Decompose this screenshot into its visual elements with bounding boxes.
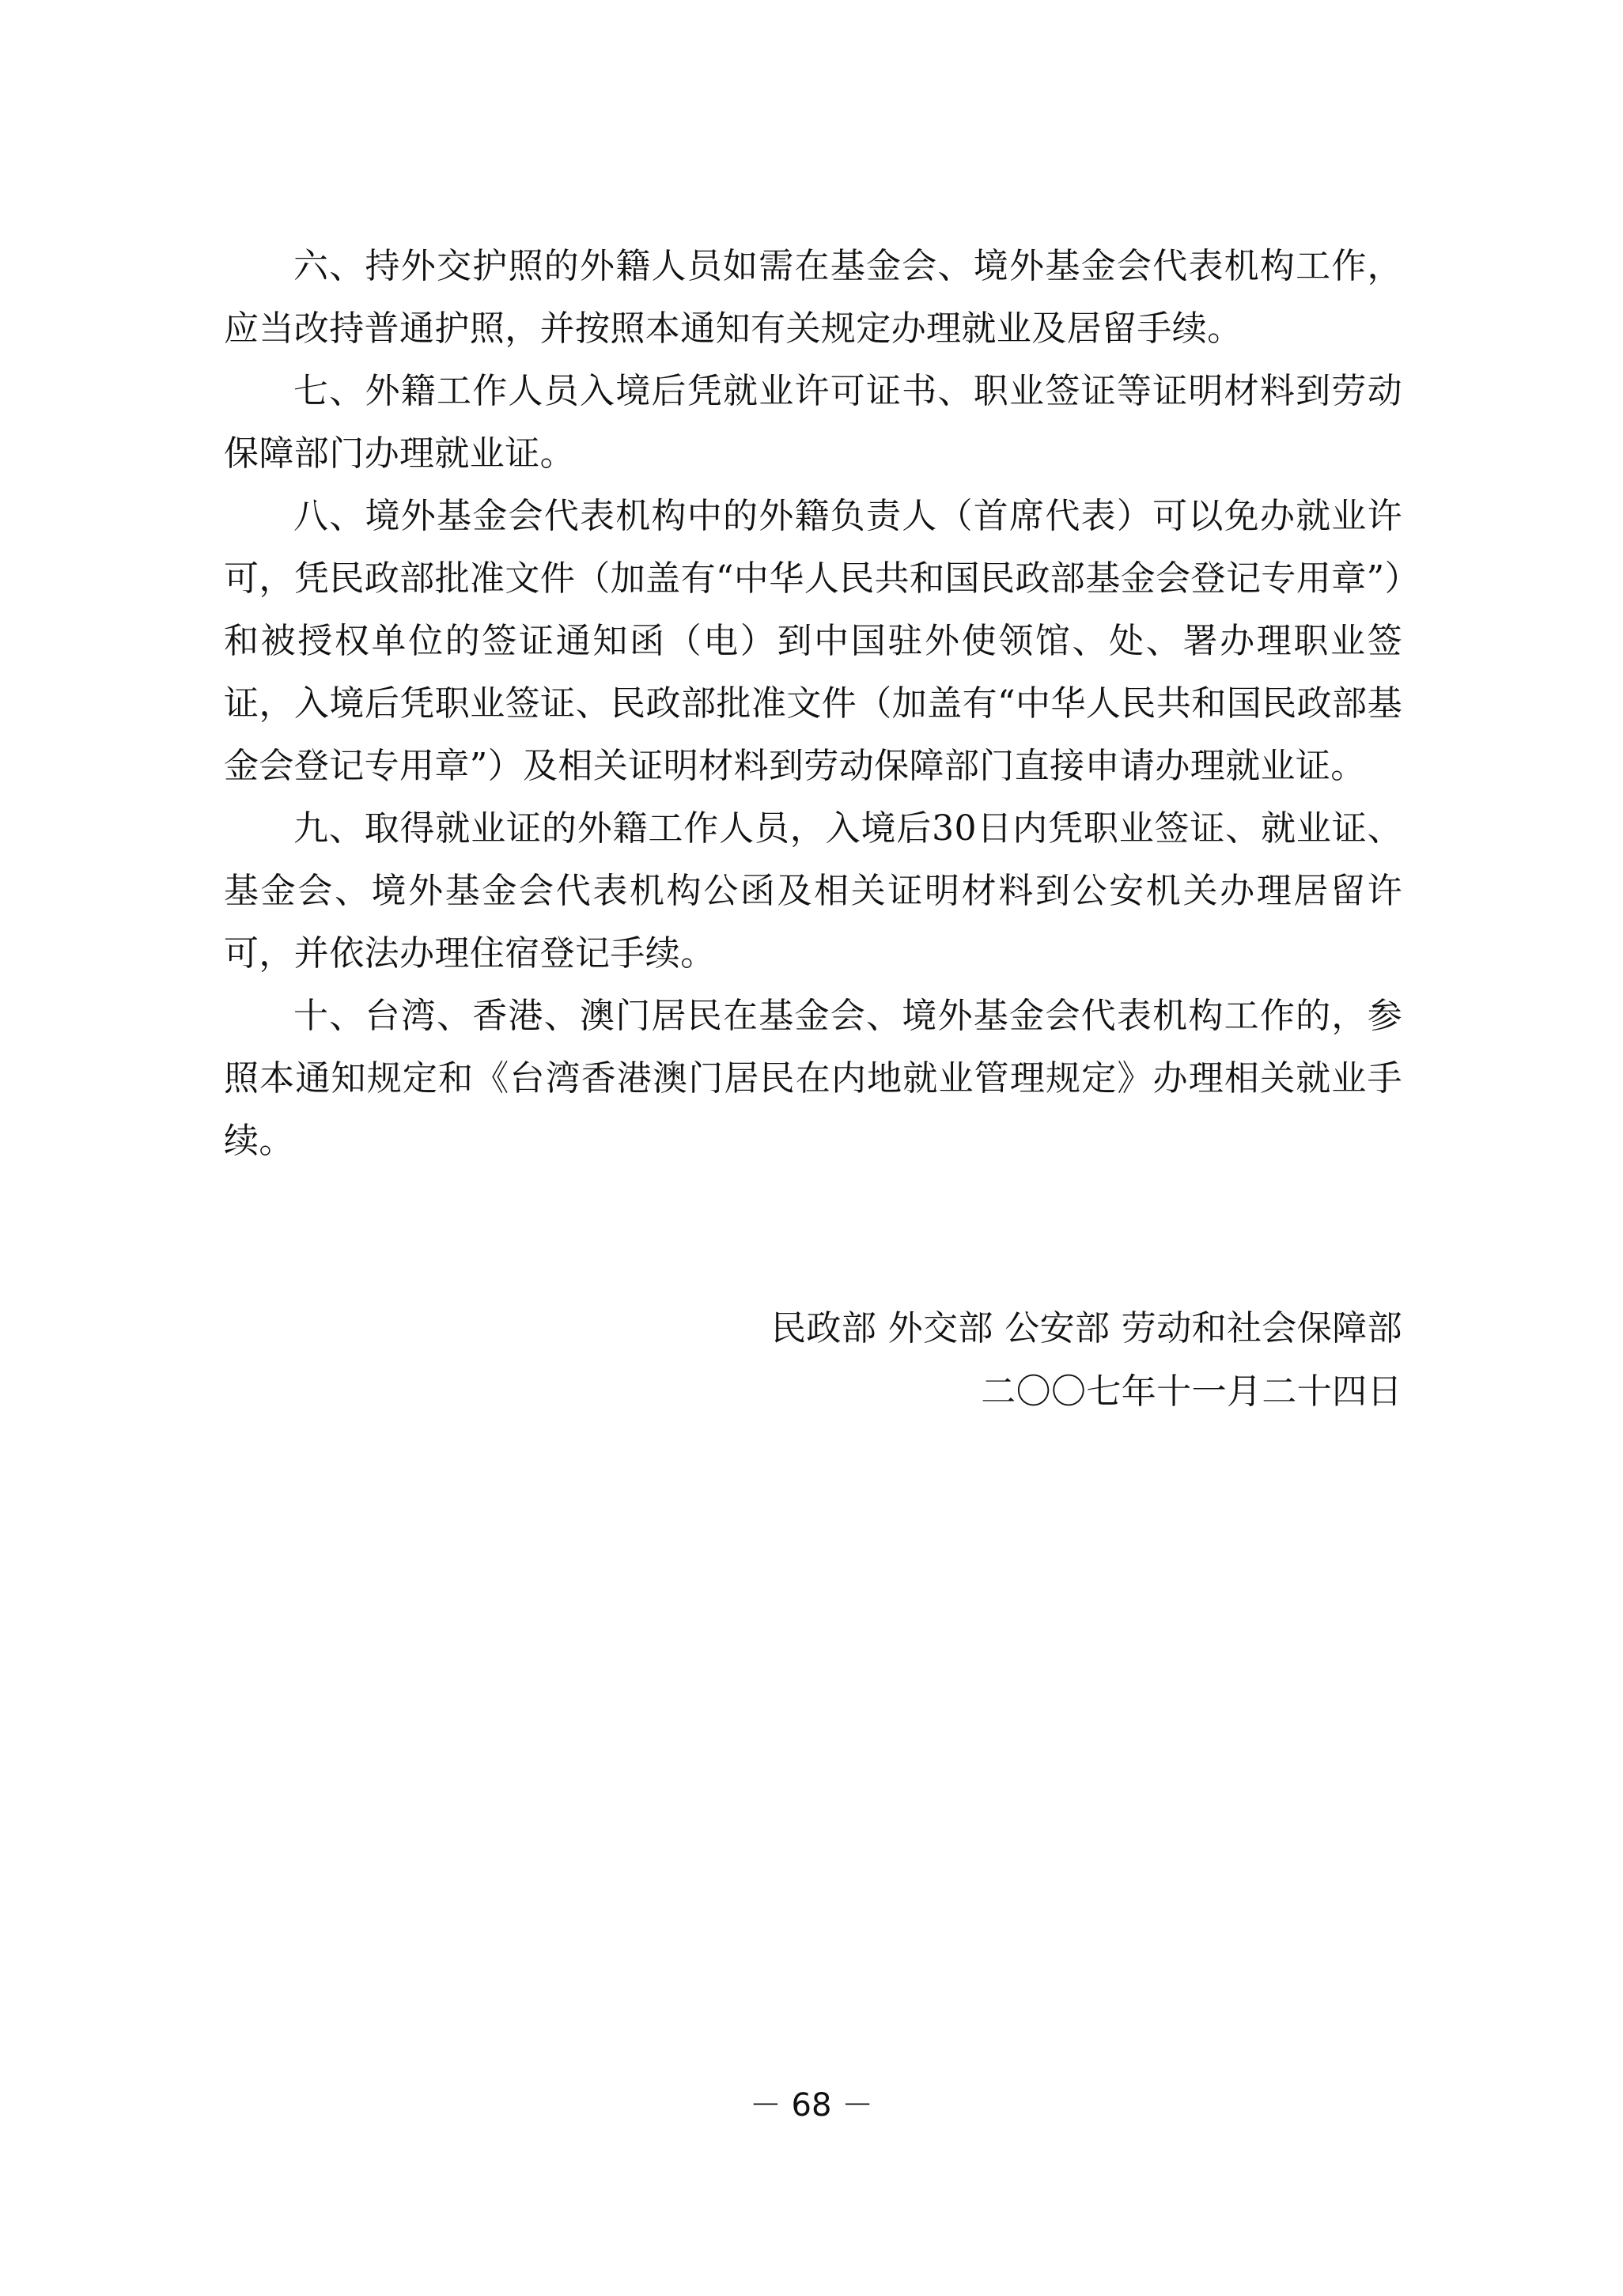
signature-date: 二〇〇七年十一月二十四日 [981, 1371, 1402, 1412]
page-number: － 68 － [749, 2087, 874, 2124]
paragraph-7: 七、外籍工作人员入境后凭就业许可证书、职业签证等证明材料到劳动保障部门办理就业证。 [224, 371, 1402, 474]
paragraph-6: 六、持外交护照的外籍人员如需在基金会、境外基金会代表机构工作，应当改持普通护照，并按照本通知有关规定办理就业及居留手续。 [224, 246, 1402, 349]
paragraph-9: 九、取得就业证的外籍工作人员，入境后30日内凭职业签证、就业证、基金会、境外基金会代表机构公函及相关证明材料到公安机关办理居留许可，并依法办理住宿登记手续。 [224, 808, 1402, 974]
paragraph-8: 八、境外基金会代表机构中的外籍负责人（首席代表）可以免办就业许可，凭民政部批准文件（加盖有“中华人民共和国民政部基金会登记专用章”）和被授权单位的签证通知函（电）到中国驻外使领馆、处、署办理职业签证，入境后凭职业签证、民政部批准文件（加盖有“中华人民共和国民政部基金会登记专用章”）及相关证明材料到劳动保障部门直接申请办理就业证。 [224, 496, 1402, 786]
paragraph-10: 十、台湾、香港、澳门居民在基金会、境外基金会代表机构工作的，参照本通知规定和《台湾香港澳门居民在内地就业管理规定》办理相关就业手续。 [224, 996, 1402, 1161]
signature-organizations: 民政部 外交部 公安部 劳动和社会保障部 [771, 1308, 1402, 1348]
